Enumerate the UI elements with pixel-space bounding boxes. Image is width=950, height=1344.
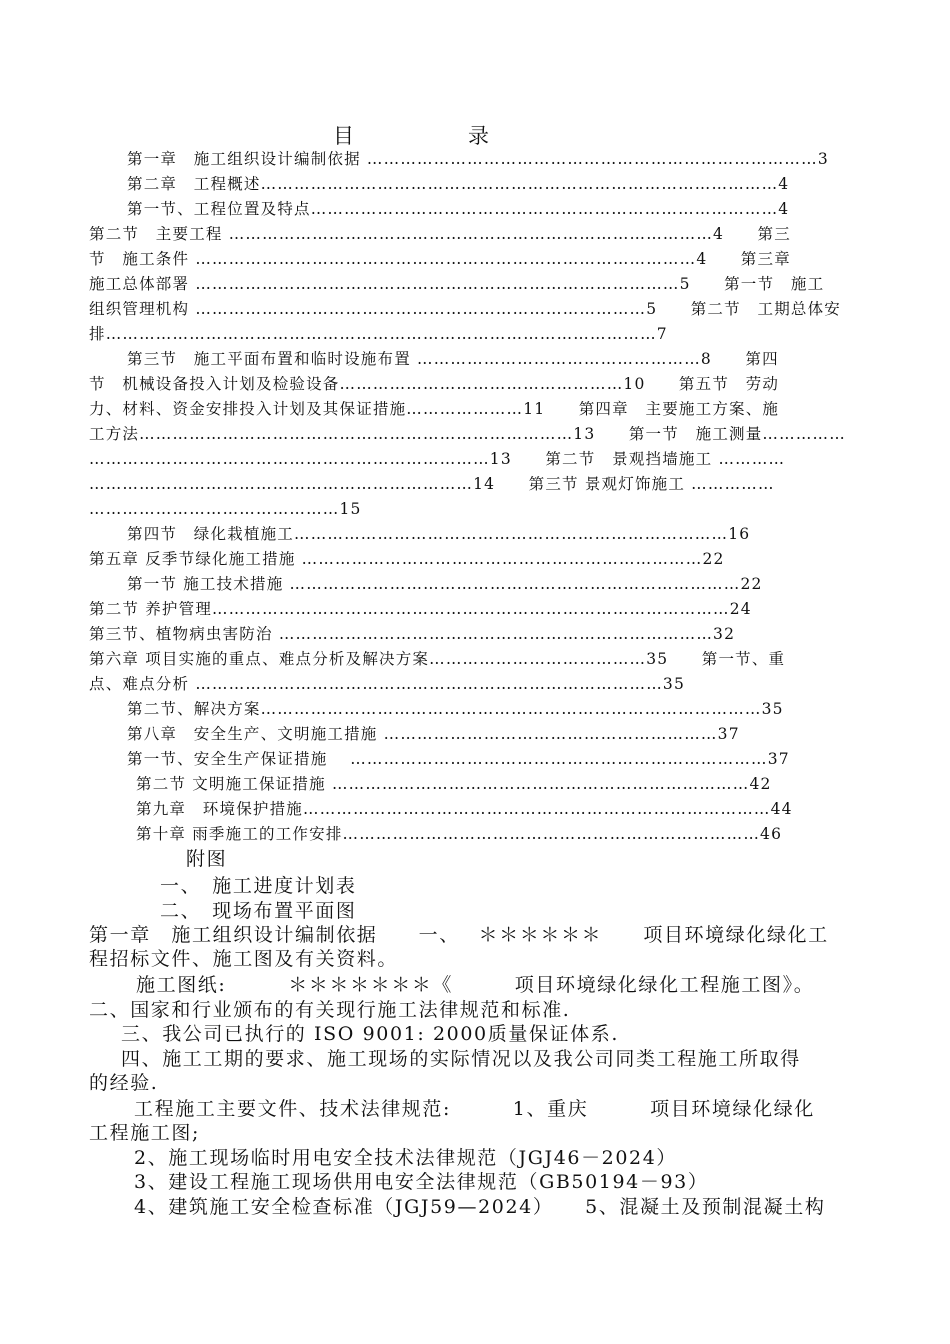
toc-line: 组织管理机构 ………………………………………………………………………5 第二节 工期总体安: [89, 300, 841, 318]
toc-line: ………………………………………………………………13 第二节 景观挡墙施工 …………: [89, 450, 786, 468]
appendix-title: 附图: [186, 848, 228, 870]
toc-line: 第四节 绿化栽植施工……………………………………………………………………16: [127, 525, 751, 543]
toc-line: 工方法……………………………………………………………………13 第一节 施工测量……………: [89, 425, 846, 443]
toc-title-right: 录: [468, 124, 489, 148]
body-line: 的经验.: [89, 1072, 159, 1094]
toc-line: 第二章 工程概述…………………………………………………………………………………4: [127, 175, 790, 193]
toc-line: 节 机械设备投入计划及检验设备……………………………………………10 第五节 劳动: [89, 375, 780, 393]
toc-line: 第六章 项目实施的重点、难点分析及解决方案…………………………………35 第一节、重: [89, 650, 786, 668]
toc-title-left: 目: [333, 124, 354, 148]
toc-line: ………………………………………15: [89, 500, 362, 518]
body-line: 3、建设工程施工现场供用电安全法律规范（GB50194－93）: [134, 1171, 709, 1193]
toc-line: 第五章 反季节绿化施工措施 ………………………………………………………………22: [89, 550, 725, 568]
toc-line: 第二节 主要工程 ……………………………………………………………………………4 第三: [89, 225, 791, 243]
toc-line: 第一节 施工技术措施 ………………………………………………………………………22: [127, 575, 763, 593]
toc-line: 第九章 环境保护措施…………………………………………………………………………44: [136, 800, 793, 818]
body-line: 三、我公司已执行的 ISO 9001: 2000质量保证体系.: [121, 1023, 619, 1045]
toc-line: 第三节、植物病虫害防治 ……………………………………………………………………32: [89, 625, 736, 643]
body-line: 工程施工图;: [89, 1122, 201, 1144]
toc-line: 力、材料、资金安排投入计划及其保证措施…………………11 第四章 主要施工方案、施: [89, 400, 780, 418]
toc-line: 第一章 施工组织设计编制依据 ………………………………………………………………………3: [127, 150, 829, 168]
appendix-item: 二、 现场布置平面图: [160, 900, 357, 922]
toc-line: 排………………………………………………………………………………………7: [89, 325, 668, 343]
body-line: 程招标文件、施工图及有关资料。: [89, 948, 399, 970]
body-line: 四、施工工期的要求、施工现场的实际情况以及我公司同类工程施工所取得: [121, 1048, 801, 1070]
body-line: 二、国家和行业颁布的有关现行施工法律规范和标准.: [89, 999, 571, 1021]
appendix-item: 一、 施工进度计划表: [160, 875, 357, 897]
toc-line: 第二节 文明施工保证措施 …………………………………………………………………42: [136, 775, 772, 793]
toc-line: 第十章 雨季施工的工作安排…………………………………………………………………46: [136, 825, 783, 843]
toc-line: 第一节、安全生产保证措施 …………………………………………………………………37: [127, 750, 790, 768]
toc-line: 施工总体部署 ……………………………………………………………………………5 第一节 施工: [89, 275, 825, 293]
toc-line: 第一节、工程位置及特点…………………………………………………………………………4: [127, 200, 790, 218]
toc-line: 第三节 施工平面布置和临时设施布置 ……………………………………………8 第四: [127, 350, 779, 368]
body-line: 4、建筑施工安全检查标准（JGJ59—2024） 5、混凝土及预制混凝土构: [134, 1196, 826, 1218]
toc-line: 第二节 养护管理…………………………………………………………………………………24: [89, 600, 752, 618]
toc-line: ……………………………………………………………14 第三节 景观灯饰施工 ……………: [89, 475, 775, 493]
toc-line: 第八章 安全生产、文明施工措施 ……………………………………………………37: [127, 725, 740, 743]
body-line: 第一章 施工组织设计编制依据 一、 ＊＊＊＊＊＊ 项目环境绿化绿化工: [89, 924, 829, 946]
toc-line: 第二节、解决方案………………………………………………………………………………35: [127, 700, 784, 718]
body-line: 施工图纸: ＊＊＊＊＊＊＊《 项目环境绿化绿化工程施工图》。: [136, 974, 815, 996]
toc-line: 点、难点分析 …………………………………………………………………………35: [89, 675, 686, 693]
toc-line: 节 施工条件 ………………………………………………………………………………4 第三章: [89, 250, 791, 268]
body-line: 工程施工主要文件、技术法律规范: 1、重庆 项目环境绿化绿化: [134, 1098, 815, 1120]
body-line: 2、施工现场临时用电安全技术法律规范（JGJ46－2024）: [134, 1147, 678, 1169]
